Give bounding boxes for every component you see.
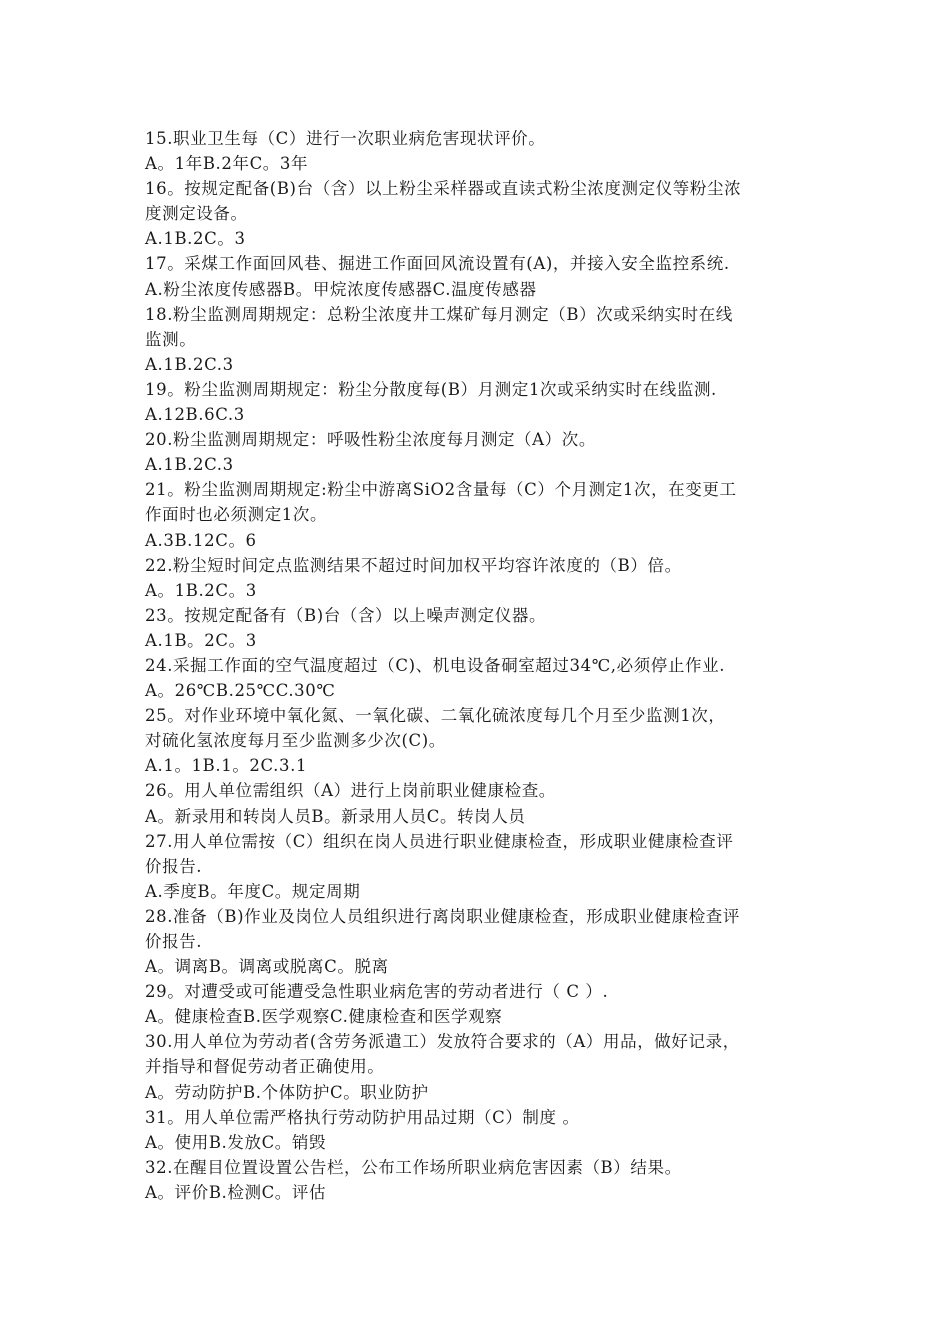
answer-options-16: A.1B.2C。3 <box>145 229 246 249</box>
question-28-continued: 价报告. <box>145 932 203 951</box>
question-24: 24.采掘工作面的空气温度超过（C)、机电设备硐室超过34℃,必须停止作业. <box>145 655 726 675</box>
question-16-continued: 度测定设备。 <box>145 204 248 224</box>
question-19: 19。粉尘监测周期规定：粉尘分散度每(B）月测定1次或采纳实时在线监测. <box>145 379 717 399</box>
question-22: 22.粉尘短时间定点监测结果不超过时间加权平均容许浓度的（B）倍。 <box>145 555 682 575</box>
question-18-continued: 监测。 <box>145 329 197 349</box>
document-body <box>145 126 815 1205</box>
question-27-continued: 价报告. <box>145 856 203 876</box>
question-23: 23。按规定配备有（B)台（含）以上噪声测定仪器。 <box>145 605 547 625</box>
answer-options-20: A.1B.2C.3 <box>145 455 234 475</box>
answer-options-32: A。评价B.检测C。评估 <box>145 1182 327 1202</box>
question-25-continued: 对硫化氢浓度每月至少监测多少次(C)。 <box>145 731 446 751</box>
answer-options-17: A.粉尘浓度传感器B。甲烷浓度传感器C.温度传感器 <box>145 279 537 299</box>
answer-options-31: A。使用B.发放C。销毁 <box>145 1132 327 1152</box>
answer-options-28: A。调离B。调离或脱离C。脱离 <box>145 957 389 977</box>
question-30: 30.用人单位为劳动者(含劳务派遣工）发放符合要求的（A）用品，做好记录， <box>145 1032 740 1052</box>
answer-options-27: A.季度B。年度C。规定周期 <box>145 881 361 901</box>
answer-options-24: A。26℃B.25℃C.30℃ <box>145 681 336 701</box>
question-15: 15.职业卫生每（C）进行一次职业病危害现状评价。 <box>145 129 546 148</box>
question-31: 31。用人单位需严格执行劳动防护用品过期（C）制度 。 <box>145 1107 580 1127</box>
question-17: 17。采煤工作面回风巷、掘进工作面回风流设置有(A)，并接入安全监控系统. <box>145 254 730 274</box>
question-26: 26。用人单位需组织（A）进行上岗前职业健康检查。 <box>145 781 556 801</box>
answer-options-25: A.1。1B.1。2C.3.1 <box>145 756 308 776</box>
answer-options-23: A.1B。2C。3 <box>145 630 257 650</box>
question-32: 32.在醒目位置设置公告栏，公布工作场所职业病危害因素（B）结果。 <box>145 1157 682 1177</box>
answer-options-26: A。新录用和转岗人员B。新录用人员C。转岗人员 <box>145 806 526 826</box>
question-27: 27.用人单位需按（C）组织在岗人员进行职业健康检查，形成职业健康检查评 <box>145 831 734 851</box>
answer-options-29: A。健康检查B.医学观察C.健康检查和医学观察 <box>145 1007 503 1027</box>
question-21-continued: 作面时也必须测定1次。 <box>145 505 328 525</box>
question-29: 29。对遭受或可能遭受急性职业病危害的劳动者进行（ C ）. <box>145 982 609 1002</box>
question-18: 18.粉尘监测周期规定：总粉尘浓度井工煤矿每月测定（B）次或采纳实时在线 <box>145 304 733 324</box>
answer-options-15: A。1年B.2年C。3年 <box>145 154 309 174</box>
answer-options-18: A.1B.2C.3 <box>145 354 234 374</box>
answer-options-21: A.3B.12C。6 <box>145 530 257 550</box>
question-16: 16。按规定配备(B)台（含）以上粉尘采样器或直读式粉尘浓度测定仪等粉尘浓 <box>145 179 742 199</box>
question-20: 20.粉尘监测周期规定：呼吸性粉尘浓度每月测定（A）次。 <box>145 430 596 450</box>
answer-options-19: A.12B.6C.3 <box>145 405 245 425</box>
question-30-continued: 并指导和督促劳动者正确使用。 <box>145 1057 385 1077</box>
question-21: 21。粉尘监测周期规定:粉尘中游离SiO2含量每（C）个月测定1次，在变更工 <box>145 480 737 500</box>
answer-options-30: A。劳动防护B.个体防护C。职业防护 <box>145 1082 429 1102</box>
question-28: 28.准备（B)作业及岗位人员组织进行离岗职业健康检查，形成职业健康检查评 <box>145 906 741 926</box>
answer-options-22: A。1B.2C。3 <box>145 580 257 600</box>
question-25: 25。对作业环境中氧化氮、一氧化碳、二氧化硫浓度每几个月至少监测1次， <box>145 706 726 726</box>
